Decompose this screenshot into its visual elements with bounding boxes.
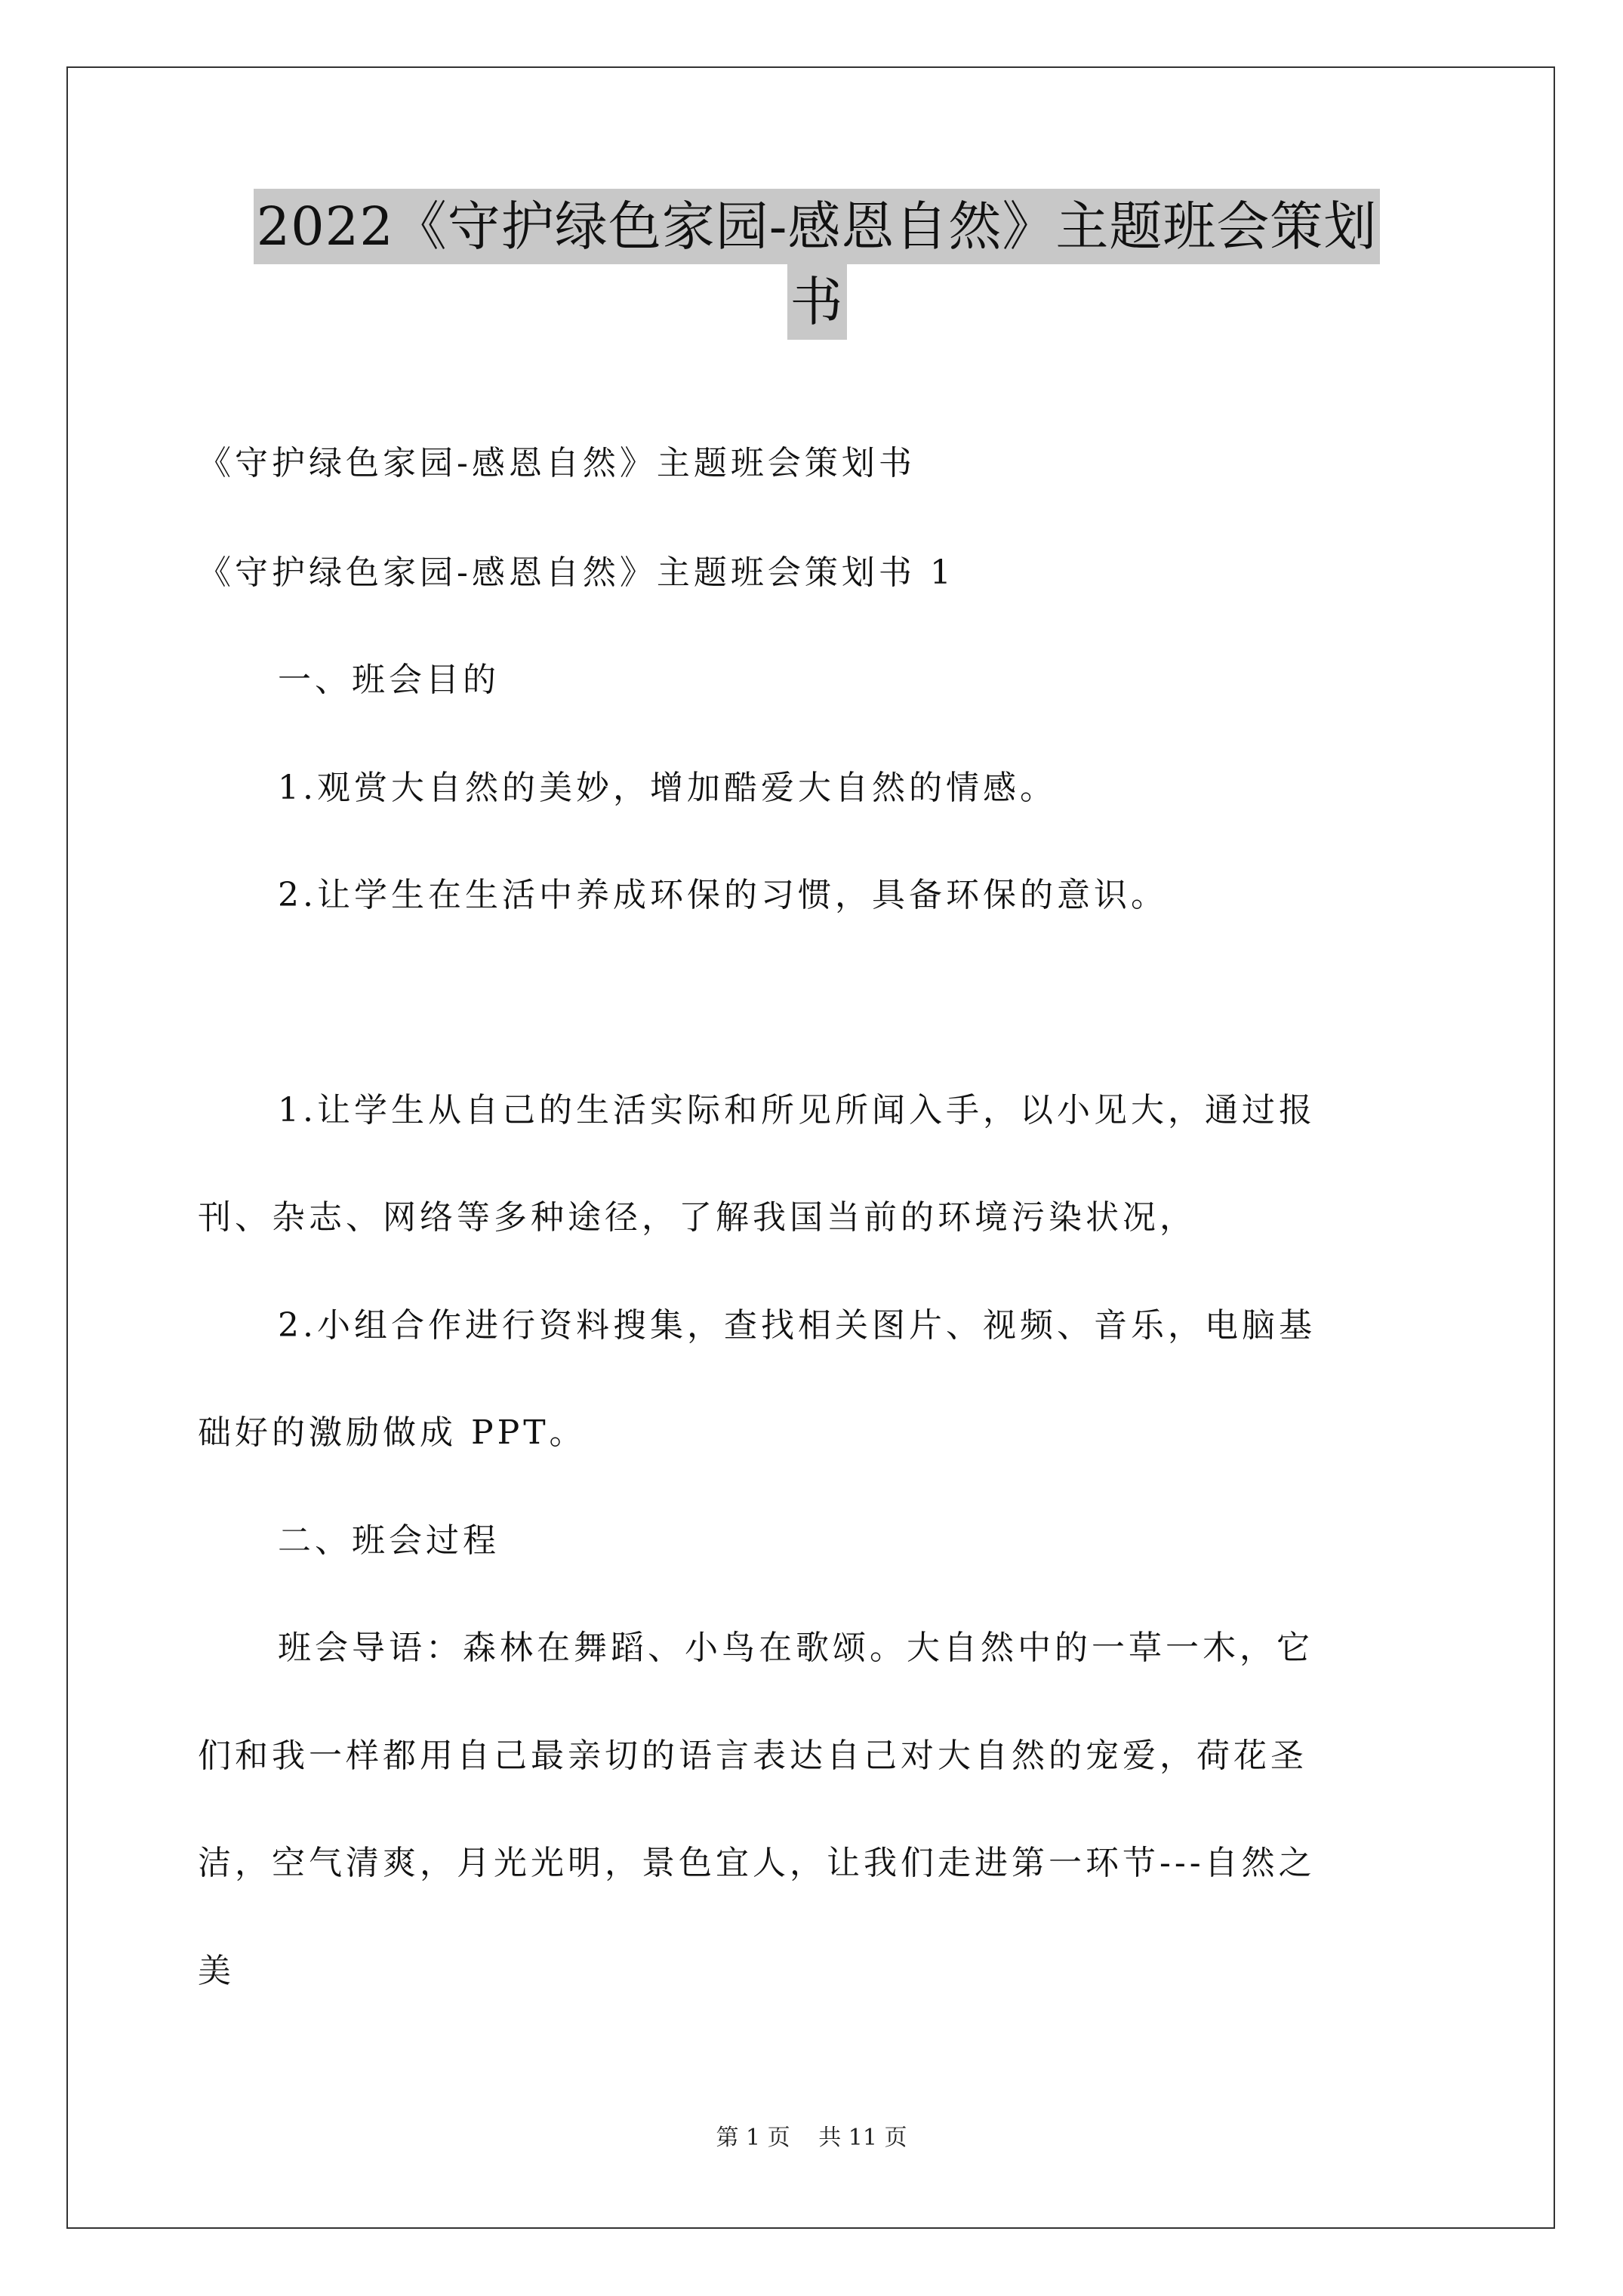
paragraph-purpose-2: 2.让学生在生活中养成环保的习惯，具备环保的意识。 <box>278 876 1168 914</box>
section-heading-process: 二、班会过程 <box>278 1521 500 1560</box>
paragraph-intro-cont-1: 们和我一样都用自己最亲切的语言表达自己对大自然的宠爱，荷花圣 <box>198 1737 1307 1775</box>
section-heading-purpose: 一、班会目的 <box>278 661 500 699</box>
paragraph-prep-2: 2.小组合作进行资料搜集，查找相关图片、视频、音乐，电脑基 <box>278 1306 1316 1345</box>
page-border <box>66 66 1555 2229</box>
paragraph-subtitle-numbered: 《守护绿色家园-感恩自然》主题班会策划书 1 <box>198 553 955 592</box>
paragraph-prep-1-cont: 刊、杂志、网络等多种途径，了解我国当前的环境污染状况， <box>198 1198 1196 1237</box>
paragraph-intro: 班会导语：森林在舞蹈、小鸟在歌颂。大自然中的一草一木，它 <box>278 1629 1313 1667</box>
page-footer <box>0 2123 1623 2153</box>
paragraph-prep-2-cont: 础好的激励做成 PPT。 <box>198 1413 587 1452</box>
document-title <box>198 189 1436 340</box>
page-number: 第 1 页 <box>716 2125 790 2151</box>
paragraph-intro-cont-3: 美 <box>198 1952 235 1990</box>
paragraph-prep-1: 1.让学生从自己的生活实际和所见所闻入手，以小见大，通过报 <box>278 1091 1316 1130</box>
paragraph-purpose-1: 1.观赏大自然的美妙，增加酷爱大自然的情感。 <box>278 769 1057 807</box>
paragraph-subtitle: 《守护绿色家园-感恩自然》主题班会策划书 <box>198 444 916 482</box>
paragraph-intro-cont-2: 洁，空气清爽，月光光明，景色宜人，让我们走进第一环节---自然之 <box>198 1844 1316 1882</box>
title-line-1: 2022《守护绿色家园-感恩自然》主题班会策划 <box>254 189 1381 264</box>
page-total: 共 11 页 <box>818 2125 907 2151</box>
title-line-2: 书 <box>787 264 847 340</box>
